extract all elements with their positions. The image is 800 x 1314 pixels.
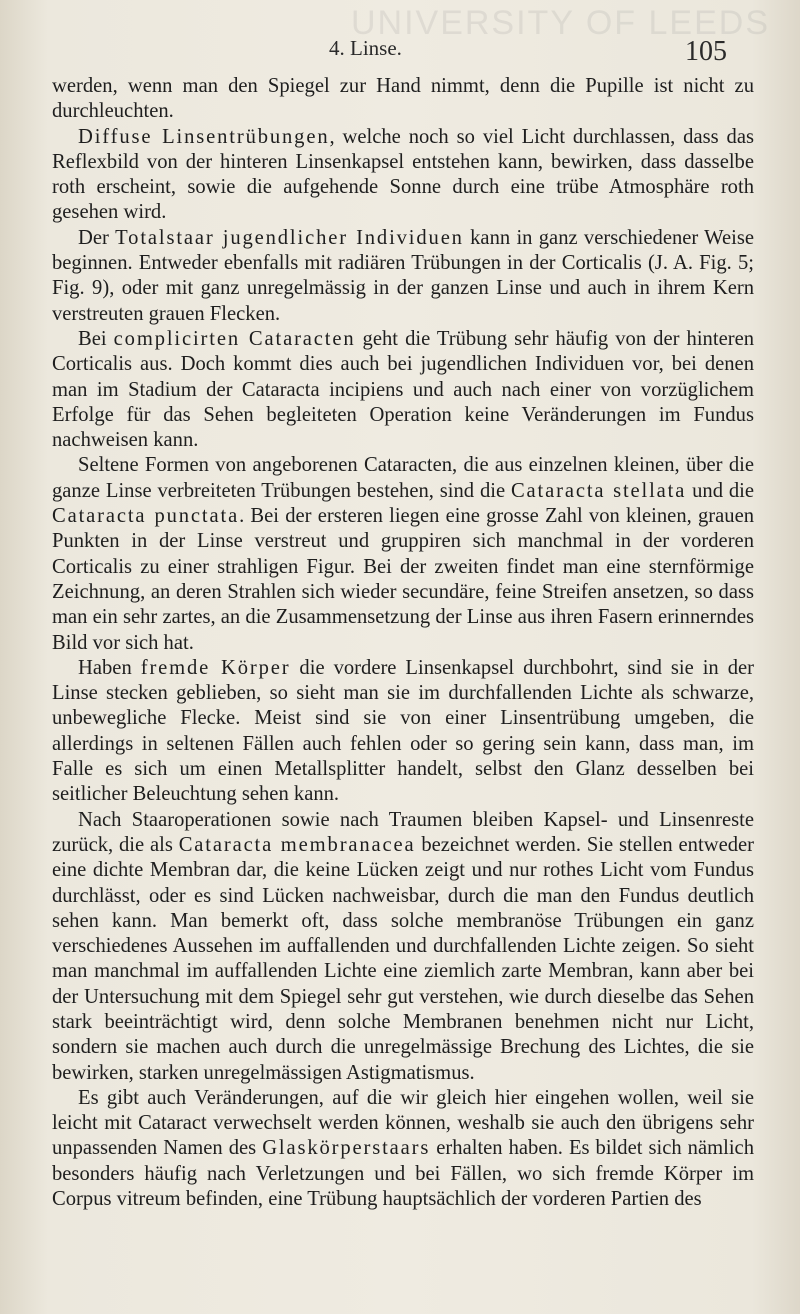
paragraph-1 <box>52 74 754 125</box>
text-run: kann in ganz verschiedener Weise beginnen. Entweder ebenfalls mit radiären Trübungen in der Corticalis (J. A. Fig. 5; Fig. 9), oder mit ganz unregelmässig in der ganzen Linse und auch in ihrem Kern verstreuten grauen Flecken. <box>52 226 754 325</box>
paragraph-3 <box>52 226 754 327</box>
text-run: bezeichnet werden. Sie stellen entweder eine dichte Membran dar, die keine Lücken zeigt und nur rothes Licht vom Fundus durchlässt, oder es sind Lücken nachweisbar, durch die man den Fundus deutlich sehen kann. Man bemerkt oft, dass solche membranöse Trübungen ein ganz verschiedenes Aussehen im auffallenden und durchfallenden Lichte zeigen. So sieht man manchmal im auffallenden Lichte eine ziemlich zarte Membran, kann aber bei der Untersuchung mit dem Spiegel sehr gut verstehen, wie durch dieselbe das Sehen stark beeinträchtigt wird, denn solche Membranen benehmen nicht nur Licht, sondern sie machen auch durch die unregelmässige Brechung des Lichtes, die sie bewirken, starken unregelmässigen Astigmatismus. <box>52 833 755 1084</box>
text-run: Nach Staaroperationen sowie nach Traumen bleiben Kapsel- und Linsenreste zurück, die als <box>52 808 754 856</box>
text-run: erhalten haben. Es bildet sich nämlich besonders häufig nach Verletzungen und bei Fällen, wo sich fremde Körper im Corpus vitreum befinden, eine Trübung hauptsächlich der vorderen Partien des <box>52 1137 754 1211</box>
text-run: geht die Trübung sehr häufig von der hinteren Corticalis aus. Doch kommt dies auch bei jugendlichen Individuen vor, bei denen man im Stadium der Cataracta incipiens und auch nach einer von vorzüglichem Erfolge für das Sehen begleiteten Operation keine Veränderungen im Fundus nachweisen kann. <box>52 327 755 452</box>
text-run: . Bei der ersteren liegen eine grosse Zahl von kleinen, grauen Punkten in der Linse verstreut und gruppiren sich manchmal in der vorderen Corticalis zu einer strahligen Figur. Bei der zweiten findet man eine sternförmige Zeichnung, an deren Strahlen sich wieder secundäre, feine Streifen ansetzen, so dass man ein sehr zartes, an die Zusammensetzung der Linse aus ihren Fasern erinnerndes Bild vor sich hat. <box>52 505 755 654</box>
spaced-term: Cataracta punctata <box>52 505 240 528</box>
paragraph-6 <box>52 656 754 808</box>
spaced-term: Diffuse Linsentrübungen <box>78 125 330 148</box>
body-text <box>52 74 754 1212</box>
text-run: Bei <box>78 327 114 350</box>
text-run: , welche noch so viel Licht durchlassen, dass das Reflexbild von der hinteren Linsenkapsel entstehen kann, bewirken, dass dasselbe roth erscheint, sowie die aufgehende Sonne durch eine trübe Atmosphäre roth gesehen wird. <box>52 125 754 224</box>
paragraph-4 <box>52 327 754 453</box>
paragraph-5 <box>52 453 754 655</box>
spaced-term: fremde Körper <box>140 656 291 679</box>
text-run: und die <box>686 479 754 502</box>
text-run: Es gibt auch Veränderungen, auf die wir gleich hier eingehen wollen, weil sie leicht mit Cataract verwechselt werden können, weshalb sie auch den übrigens sehr unpassenden Namen des <box>52 1086 754 1160</box>
spaced-term: Cataracta stellata <box>510 479 687 502</box>
text-run: Haben <box>78 656 141 679</box>
paragraph-8 <box>52 1086 754 1212</box>
text-run: die vordere Linsenkapsel durchbohrt, sind sie in der Linse stecken geblieben, so sieht man sie im durchfallenden Lichte als schwarze, unbewegliche Flecke. Meist sind sie von einer Linsentrübung umgeben, die allerdings in seltenen Fällen auch fehlen oder so gering sein kann, dass man, im Falle es sich um einen Metallsplitter handelt, selbst den Glanz desselben bei seitlicher Beleuchtung sehen kann. <box>52 656 754 806</box>
paragraph-7 <box>52 808 754 1086</box>
spaced-term: complicirten Cataracten <box>113 327 356 350</box>
library-stamp-watermark: UNIVERSITY OF LEEDS <box>350 4 770 42</box>
spaced-term: Totalstaar jugendlicher Individuen <box>115 226 464 249</box>
page-number: 105 <box>685 36 727 67</box>
text-run: Der <box>78 226 116 249</box>
spaced-term: Cataracta membranacea <box>178 833 416 856</box>
text-run: Seltene Formen von angeborenen Cataracten, die aus einzelnen kleinen, über die ganze Linse verbreiteten Trübungen bestehen, sind die <box>52 454 754 502</box>
spaced-term: Glaskörperstaars <box>262 1137 431 1160</box>
text-run: werden, wenn man den Spiegel zur Hand nimmt, denn die Pupille ist nicht zu durchleuchten. <box>52 75 754 123</box>
running-head: 4. Linse. <box>329 36 402 60</box>
paragraph-2 <box>52 125 754 226</box>
